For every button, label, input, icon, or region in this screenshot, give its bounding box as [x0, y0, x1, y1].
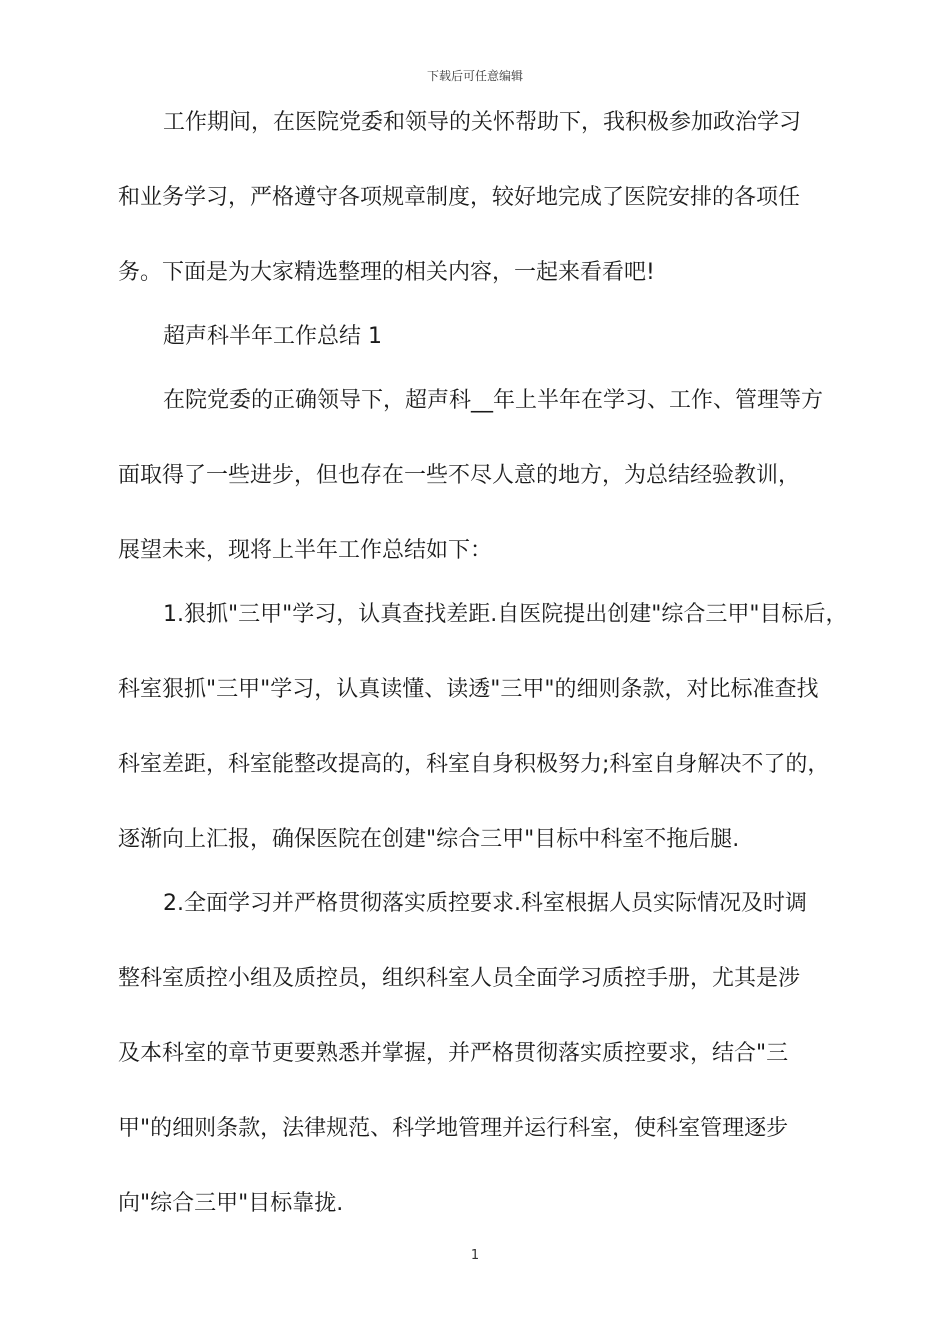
paragraph-line: 和业务学习，严格遵守各项规章制度，较好地完成了医院安排的各项任 [118, 185, 801, 210]
paragraph-line: 及本科室的章节更要熟悉并掌握，并严格贯彻落实质控要求，结合"三 [118, 1041, 789, 1066]
paragraph-line: 务。下面是为大家精选整理的相关内容，一起来看看吧! [118, 260, 655, 285]
paragraph-line: 工作期间，在医院党委和领导的关怀帮助下，我积极参加政治学习 [163, 110, 802, 135]
paragraph-line: 在院党委的正确领导下，超声科__年上半年在学习、工作、管理等方 [163, 388, 824, 413]
paragraph-line: 1.狠抓"三甲"学习，认真查找差距.自医院提出创建"综合三甲"目标后， [163, 602, 848, 627]
page-number: 1 [470, 1248, 480, 1263]
paragraph-line: 整科室质控小组及质控员，组织科室人员全面学习质控手册，尤其是涉 [118, 966, 801, 991]
paragraph-line: 逐渐向上汇报，确保医院在创建"综合三甲"目标中科室不拖后腿. [118, 827, 740, 852]
paragraph-line: 科室差距，科室能整改提高的，科室自身积极努力;科室自身解决不了的， [118, 752, 830, 777]
paragraph-line: 2.全面学习并严格贯彻落实质控要求.科室根据人员实际情况及时调 [163, 891, 807, 916]
paragraph-line: 科室狠抓"三甲"学习，认真读懂、读透"三甲"的细则条款，对比标准查找 [118, 677, 819, 702]
paragraph-line: 甲"的细则条款，法律规范、科学地管理并运行科室，使科室管理逐步 [118, 1116, 789, 1141]
section-heading: 超声科半年工作总结 1 [163, 324, 382, 349]
page-header: 下载后可任意编辑 [426, 69, 523, 83]
paragraph-line: 面取得了一些进步，但也存在一些不尽人意的地方，为总结经验教训， [118, 463, 801, 488]
paragraph-line: 向"综合三甲"目标靠拢. [118, 1191, 344, 1216]
paragraph-line: 展望未来，现将上半年工作总结如下： [118, 538, 493, 563]
